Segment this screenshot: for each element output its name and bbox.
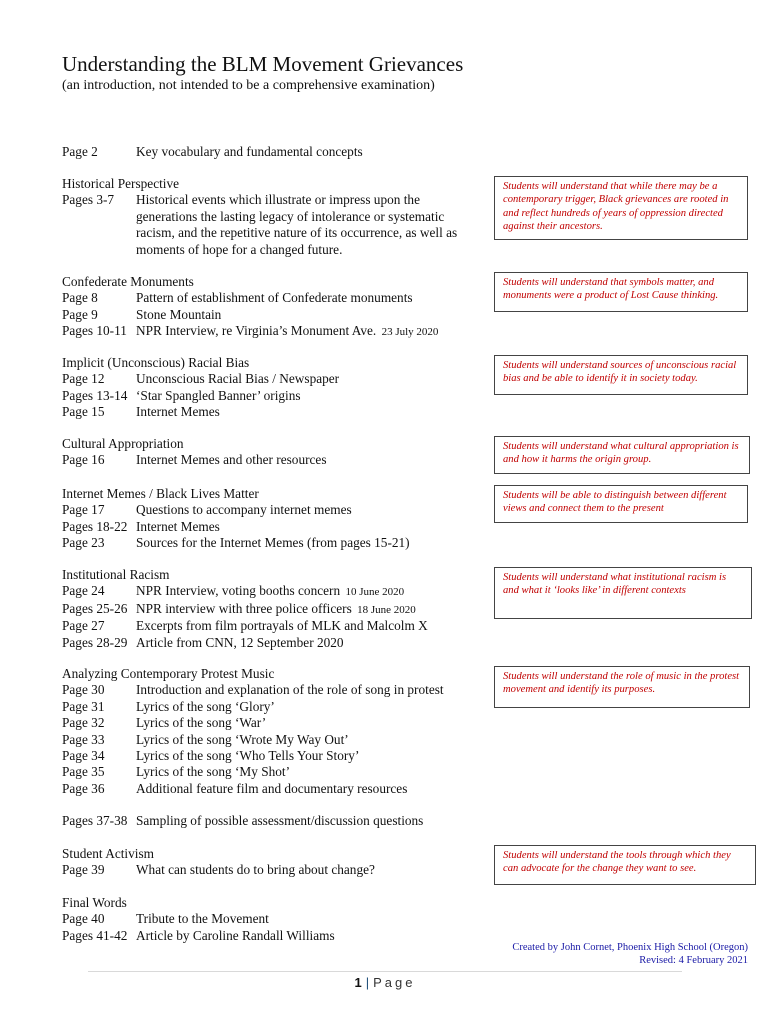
toc-description: Unconscious Racial Bias / Newspaper [136, 371, 340, 387]
section-institutional-racism [62, 567, 482, 651]
toc-description: Pattern of establishment of Confederate monuments [136, 290, 413, 306]
toc-page-ref: Page 40 [62, 911, 105, 927]
toc-row [62, 748, 482, 764]
learning-objective-note: Students will understand the role of music in the protest movement and identify its purposes. [494, 666, 750, 708]
toc-row [62, 323, 482, 340]
toc-row [62, 699, 482, 715]
toc-row [62, 635, 482, 651]
toc-page-ref: Page 23 [62, 535, 105, 551]
author-credit [512, 942, 748, 967]
toc-row [62, 502, 482, 518]
section-heading: Cultural Appropriation [62, 436, 184, 451]
toc-page-ref: Page 33 [62, 731, 105, 747]
toc-description: Lyrics of the song ‘War’ [136, 715, 267, 731]
section-confederate-monuments [62, 274, 482, 341]
toc-page-ref: Pages 37-38 [62, 813, 128, 828]
date-label: 10 June 2020 [345, 586, 405, 599]
toc-description: Internet Memes [136, 518, 220, 534]
date-label: 18 June 2020 [357, 603, 416, 616]
toc-description [136, 323, 482, 340]
toc-description: Article by Caroline Randall Williams [136, 927, 335, 943]
toc-description: Historical events which illustrate or impress upon the generations the lasting legacy of intolerance or systematic racism, and the repetitive nature of its occurrence, as well as moments of hope for a changed future. [136, 192, 458, 257]
toc-page-ref: Page 16 [62, 452, 105, 468]
toc-page-ref: Page 30 [62, 682, 105, 698]
section-protest-music [62, 666, 482, 797]
toc-page-ref: Page 36 [62, 780, 105, 796]
section-final-words [62, 895, 482, 944]
toc-page-ref: Pages 18-22 [62, 518, 128, 534]
toc-description-text: NPR Interview, re Virginia’s Monument Ave. [136, 323, 377, 339]
toc-row [62, 307, 482, 323]
section-implicit-bias [62, 355, 482, 421]
toc-description: Lyrics of the song ‘Who Tells Your Story’ [136, 748, 360, 764]
toc-page-ref: Page 17 [62, 502, 105, 518]
toc-row [62, 928, 482, 944]
section-student-activism [62, 846, 482, 879]
toc-description: Sampling of possible assessment/discussion questions [136, 813, 424, 828]
toc-page-ref: Pages 10-11 [62, 323, 127, 339]
section-heading: Confederate Monuments [62, 274, 194, 289]
toc-row [62, 601, 482, 618]
section-heading: Implicit (Unconscious) Racial Bias [62, 355, 250, 370]
toc-page-ref: Page 9 [62, 306, 98, 322]
toc-description: Questions to accompany internet memes [136, 502, 352, 518]
toc-page-ref: Pages 13-14 [62, 387, 128, 403]
page-footer [0, 975, 770, 990]
toc-description: Article from CNN, 12 September 2020 [136, 634, 344, 650]
toc-description: Key vocabulary and fundamental concepts [136, 144, 363, 159]
toc-description [136, 601, 482, 618]
learning-objective-note: Students will understand what cultural appropriation is and how it harms the origin group. [494, 436, 750, 474]
section-internet-memes [62, 486, 482, 552]
toc-row [62, 813, 482, 829]
credit-line: Created by John Cornet, Phoenix High School (Oregon) [512, 942, 748, 953]
footer-separator: | [365, 975, 370, 990]
toc-row [62, 144, 482, 160]
toc-row [62, 781, 482, 797]
toc-row [62, 732, 482, 748]
revision-date: Revised: 4 February 2021 [639, 954, 748, 966]
toc-row [62, 583, 482, 600]
toc-page-ref: Page 2 [62, 144, 98, 159]
toc-row [62, 682, 482, 698]
toc-row [62, 715, 482, 731]
section-heading: Final Words [62, 895, 127, 910]
toc-description: Excerpts from film portrayals of MLK and Malcolm X [136, 618, 428, 634]
toc-page-ref: Page 32 [62, 715, 105, 731]
footer-divider [88, 971, 682, 972]
toc-page-ref: Pages 41-42 [62, 927, 128, 943]
toc-row [62, 388, 482, 404]
toc-description: Introduction and explanation of the role of song in protest [136, 682, 444, 698]
toc-row [62, 535, 482, 551]
section-heading: Internet Memes / Black Lives Matter [62, 486, 259, 501]
date-label: 23 July 2020 [381, 326, 439, 339]
toc-description: What can students do to bring about change? [136, 862, 375, 878]
toc-description: Additional feature film and documentary resources [136, 780, 408, 796]
toc-description: Sources for the Internet Memes (from pages 15-21) [136, 535, 410, 551]
learning-objective-note: Students will understand that while there may be a contemporary trigger, Black grievances are rooted in and reflect hundreds of years of oppression directed against their ancestors. [494, 176, 748, 240]
learning-objective-note: Students will be able to distinguish between different views and connect them to the present [494, 485, 748, 523]
section-heading: Student Activism [62, 846, 154, 861]
toc-row [62, 404, 482, 420]
toc-row [62, 452, 482, 468]
toc-row [62, 519, 482, 535]
section-vocabulary [62, 144, 482, 160]
section-cultural-appropriation [62, 436, 482, 469]
toc-row [62, 618, 482, 634]
toc-description: Internet Memes [136, 404, 220, 420]
toc-row [62, 862, 482, 878]
toc-page-ref: Page 34 [62, 748, 105, 764]
toc-description: Lyrics of the song ‘Wrote My Way Out’ [136, 731, 349, 747]
toc-page-ref: Pages 3-7 [62, 192, 115, 208]
toc-page-ref: Page 8 [62, 290, 98, 306]
toc-description: ‘Star Spangled Banner’ origins [136, 387, 301, 403]
toc-page-ref: Page 24 [62, 583, 105, 599]
toc-row [62, 290, 482, 306]
toc-page-ref: Pages 25-26 [62, 600, 128, 616]
toc-description: Tribute to the Movement [136, 911, 269, 927]
toc-page-ref: Page 27 [62, 618, 105, 634]
toc-description [136, 583, 482, 600]
toc-description-text: NPR Interview, voting booths concern [136, 583, 341, 599]
learning-objective-note: Students will understand the tools through which they can advocate for the change they want to see. [494, 845, 756, 885]
section-heading: Institutional Racism [62, 567, 170, 582]
page-subtitle: (an introduction, not intended to be a comprehensive examination) [62, 78, 435, 93]
section-historical-perspective [62, 176, 482, 258]
toc-description: Lyrics of the song ‘Glory’ [136, 698, 275, 714]
toc-row [62, 371, 482, 387]
learning-objective-note: Students will understand sources of unconscious racial bias and be able to identify it in society today. [494, 355, 748, 395]
learning-objective-note: Students will understand what institutional racism is and what it ‘looks like’ in different contexts [494, 567, 752, 619]
toc-description-text: NPR interview with three police officers [136, 600, 352, 616]
toc-description: Internet Memes and other resources [136, 452, 327, 468]
toc-page-ref: Pages 28-29 [62, 634, 128, 650]
toc-page-ref: Page 39 [62, 862, 105, 878]
toc-page-ref: Page 35 [62, 764, 105, 780]
toc-description: Stone Mountain [136, 306, 222, 322]
section-assessment [62, 813, 482, 829]
toc-page-ref: Page 15 [62, 404, 105, 420]
toc-page-ref: Page 12 [62, 371, 105, 387]
page-number: 1 [354, 975, 362, 990]
toc-description: Lyrics of the song ‘My Shot’ [136, 764, 291, 780]
toc-row [62, 192, 482, 258]
toc-row [62, 911, 482, 927]
toc-row [62, 764, 482, 780]
page-label: Page [373, 975, 416, 990]
toc-page-ref: Page 31 [62, 698, 105, 714]
section-heading: Historical Perspective [62, 176, 180, 191]
page-title: Understanding the BLM Movement Grievances [62, 52, 464, 76]
section-heading: Analyzing Contemporary Protest Music [62, 666, 275, 681]
learning-objective-note: Students will understand that symbols matter, and monuments were a product of Lost Cause thinking. [494, 272, 748, 312]
